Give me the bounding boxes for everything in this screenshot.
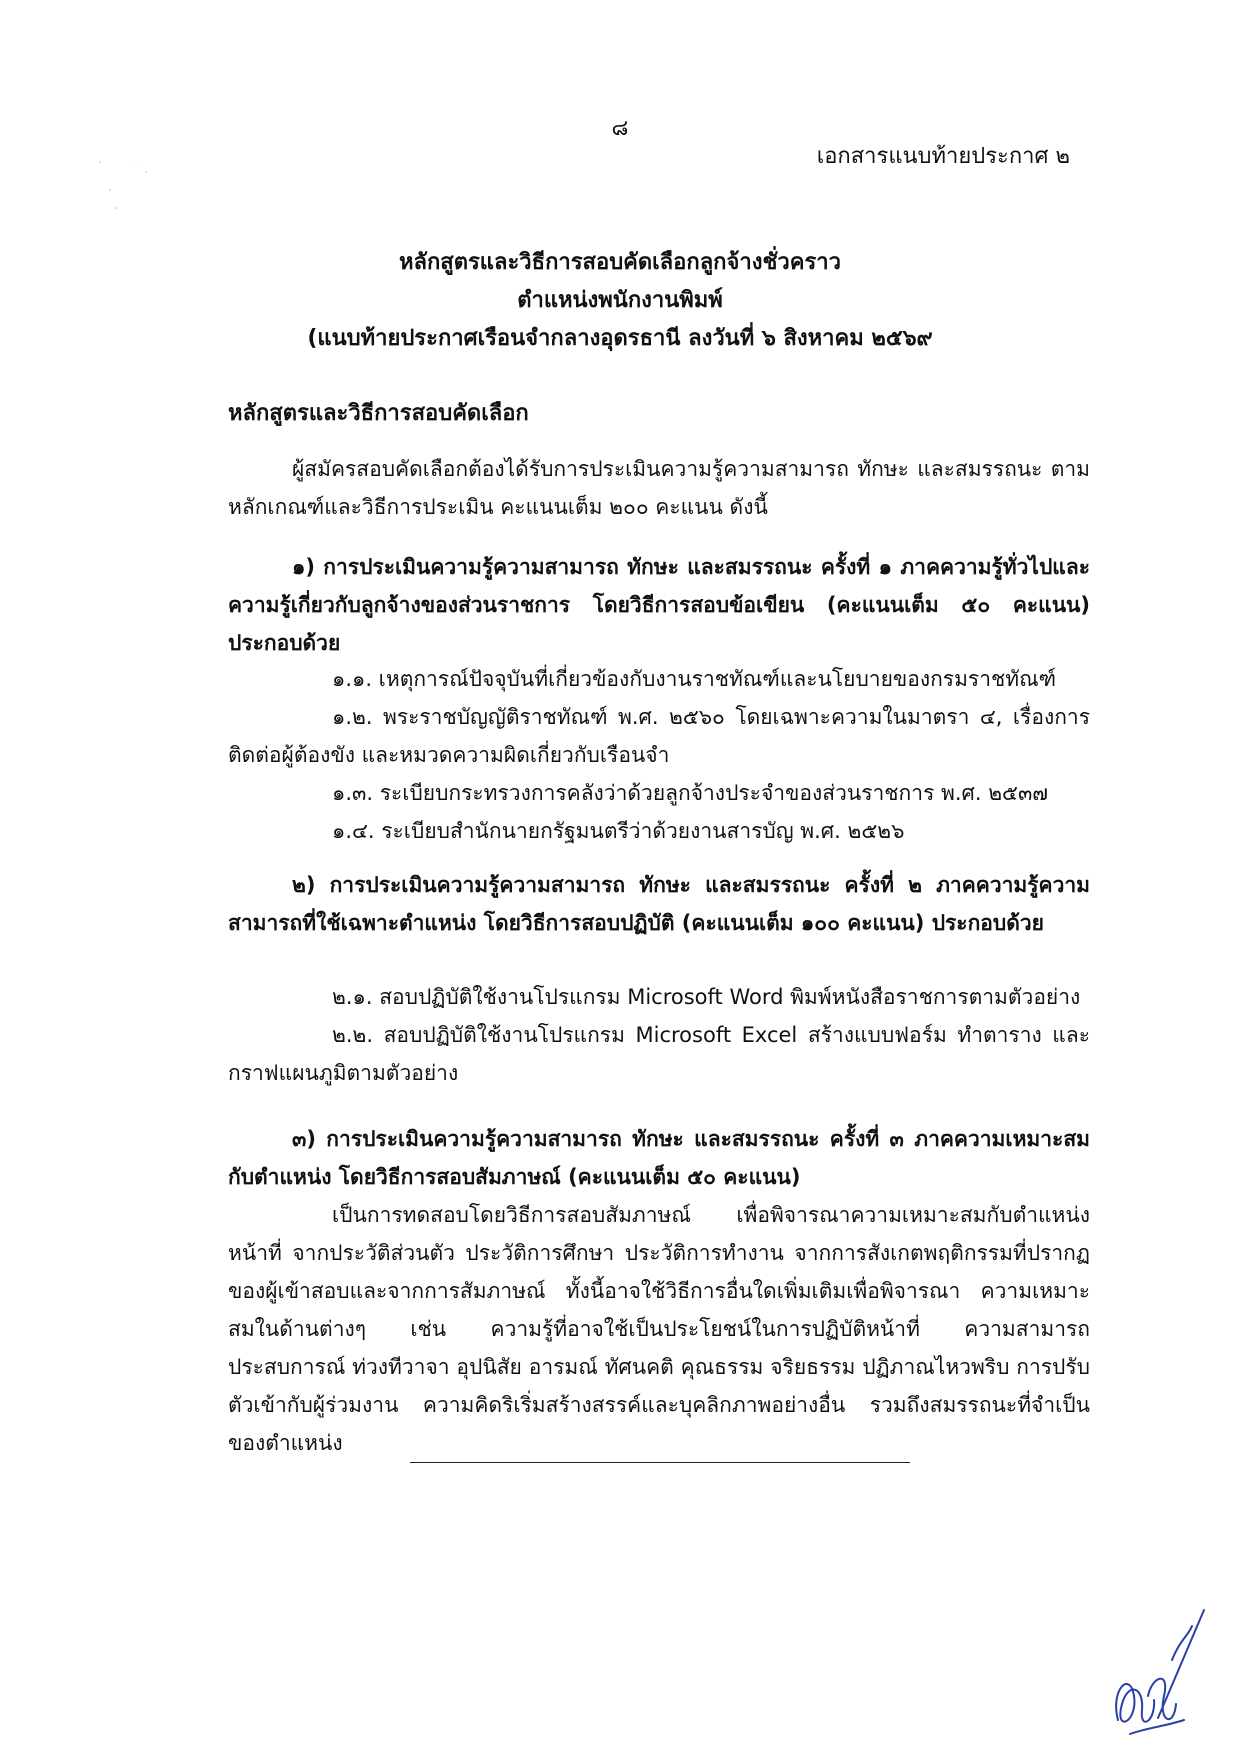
list-item: ๒.๑. สอบปฏิบัติใช้งานโปรแกรม Microsoft Word พิมพ์หนังสือราชการตามตัวอย่าง bbox=[332, 985, 1081, 1009]
section-heading: หลักสูตรและวิธีการสอบคัดเลือก bbox=[228, 401, 529, 426]
position-title: ตำแหน่งพนักงานพิมพ์ bbox=[517, 288, 723, 313]
scan-speckles bbox=[96, 160, 176, 220]
part-1-heading: ๑) การประเมินความรู้ความสามารถ ทักษะ และสมรรถนะ ครั้งที่ ๑ ภาคความรู้ทั่วไปและความรู้เกี่ยวกับลูกจ้างของส่วนราชการ โดยวิธีการสอบข้อเขียน (คะแนนเต็ม ๕๐ คะแนน) ประกอบด้วย bbox=[228, 555, 1090, 655]
list-item: ๑.๔. ระเบียบสำนักนายกรัฐมนตรีว่าด้วยงานสารบัญ พ.ศ. ๒๕๒๖ bbox=[332, 819, 905, 843]
attachment-label: เอกสารแนบท้ายประกาศ ๒ bbox=[816, 144, 1070, 169]
list-item: ๒.๒. สอบปฏิบัติใช้งานโปรแกรม Microsoft Excel สร้างแบบฟอร์ม ทำตาราง และกราฟแผนภูมิตามตัวอย่าง bbox=[228, 1023, 1090, 1085]
announcement-reference: (แนบท้ายประกาศเรือนจำกลางอุดรธานี ลงวันที่ ๖ สิงหาคม ๒๕๖๙ bbox=[307, 326, 933, 351]
document-title: หลักสูตรและวิธีการสอบคัดเลือกลูกจ้างชั่วคราว bbox=[398, 250, 842, 275]
part-3-body: เป็นการทดสอบโดยวิธีการสอบสัมภาษณ์ เพื่อพิจารณาความเหมาะสมกับตำแหน่งหน้าที่ จากประวัติส่วนตัว ประวัติการศึกษา ประวัติการทำงาน จากการสังเกตพฤติกรรมที่ปรากฏของผู้เข้าสอบและจากการสัมภาษณ์ ทั้งนี้อาจใช้วิธีการอื่นใดเพิ่มเติมเพื่อพิจารณา ความเหมาะสมในด้านต่างๆ เช่น ความรู้ที่อาจใช้เป็นประโยชน์ในการปฏิบัติหน้าที่ ความสามารถประสบการณ์ ท่วงทีวาจา อุปนิสัย อารมณ์ ทัศนคติ คุณธรรม จริยธรรม ปฏิภาณไหวพริบ การปรับตัวเข้ากับผู้ร่วมงาน ความคิดริเริ่มสร้างสรรค์และบุคลิกภาพอย่างอื่น รวมถึงสมรรถนะที่จำเป็นของตำแหน่ง bbox=[228, 1203, 1090, 1455]
part-2-heading: ๒) การประเมินความรู้ความสามารถ ทักษะ และสมรรถนะ ครั้งที่ ๒ ภาคความรู้ความสามารถที่ใช้เฉพาะตำแหน่ง โดยวิธีการสอบปฏิบัติ (คะแนนเต็ม ๑๐๐ คะแนน) ประกอบด้วย bbox=[228, 873, 1090, 935]
intro-paragraph: ผู้สมัครสอบคัดเลือกต้องได้รับการประเมินความรู้ความสามารถ ทักษะ และสมรรถนะ ตามหลักเกณฑ์และวิธีการประเมิน คะแนนเต็ม ๒๐๐ คะแนน ดังนี้ bbox=[228, 457, 1090, 519]
list-item: ๑.๓. ระเบียบกระทรวงการคลังว่าด้วยลูกจ้างประจำของส่วนราชการ พ.ศ. ๒๕๓๗ bbox=[332, 781, 1049, 805]
list-item: ๑.๑. เหตุการณ์ปัจจุบันที่เกี่ยวข้องกับงานราชทัณฑ์และนโยบายของกรมราชทัณฑ์ bbox=[332, 667, 1057, 691]
signature-icon bbox=[1100, 1600, 1210, 1740]
part-3-heading: ๓) การประเมินความรู้ความสามารถ ทักษะ และสมรรถนะ ครั้งที่ ๓ ภาคความเหมาะสมกับตำแหน่ง โดยวิธีการสอบสัมภาษณ์ (คะแนนเต็ม ๕๐ คะแนน) bbox=[228, 1127, 1090, 1189]
page-number: ๘ bbox=[611, 116, 629, 141]
list-item: ๑.๒. พระราชบัญญัติราชทัณฑ์ พ.ศ. ๒๕๖๐ โดยเฉพาะความในมาตรา ๔, เรื่องการติดต่อผู้ต้องขัง และหมวดความผิดเกี่ยวกับเรือนจำ bbox=[228, 705, 1090, 767]
closing-rule bbox=[410, 1462, 910, 1463]
